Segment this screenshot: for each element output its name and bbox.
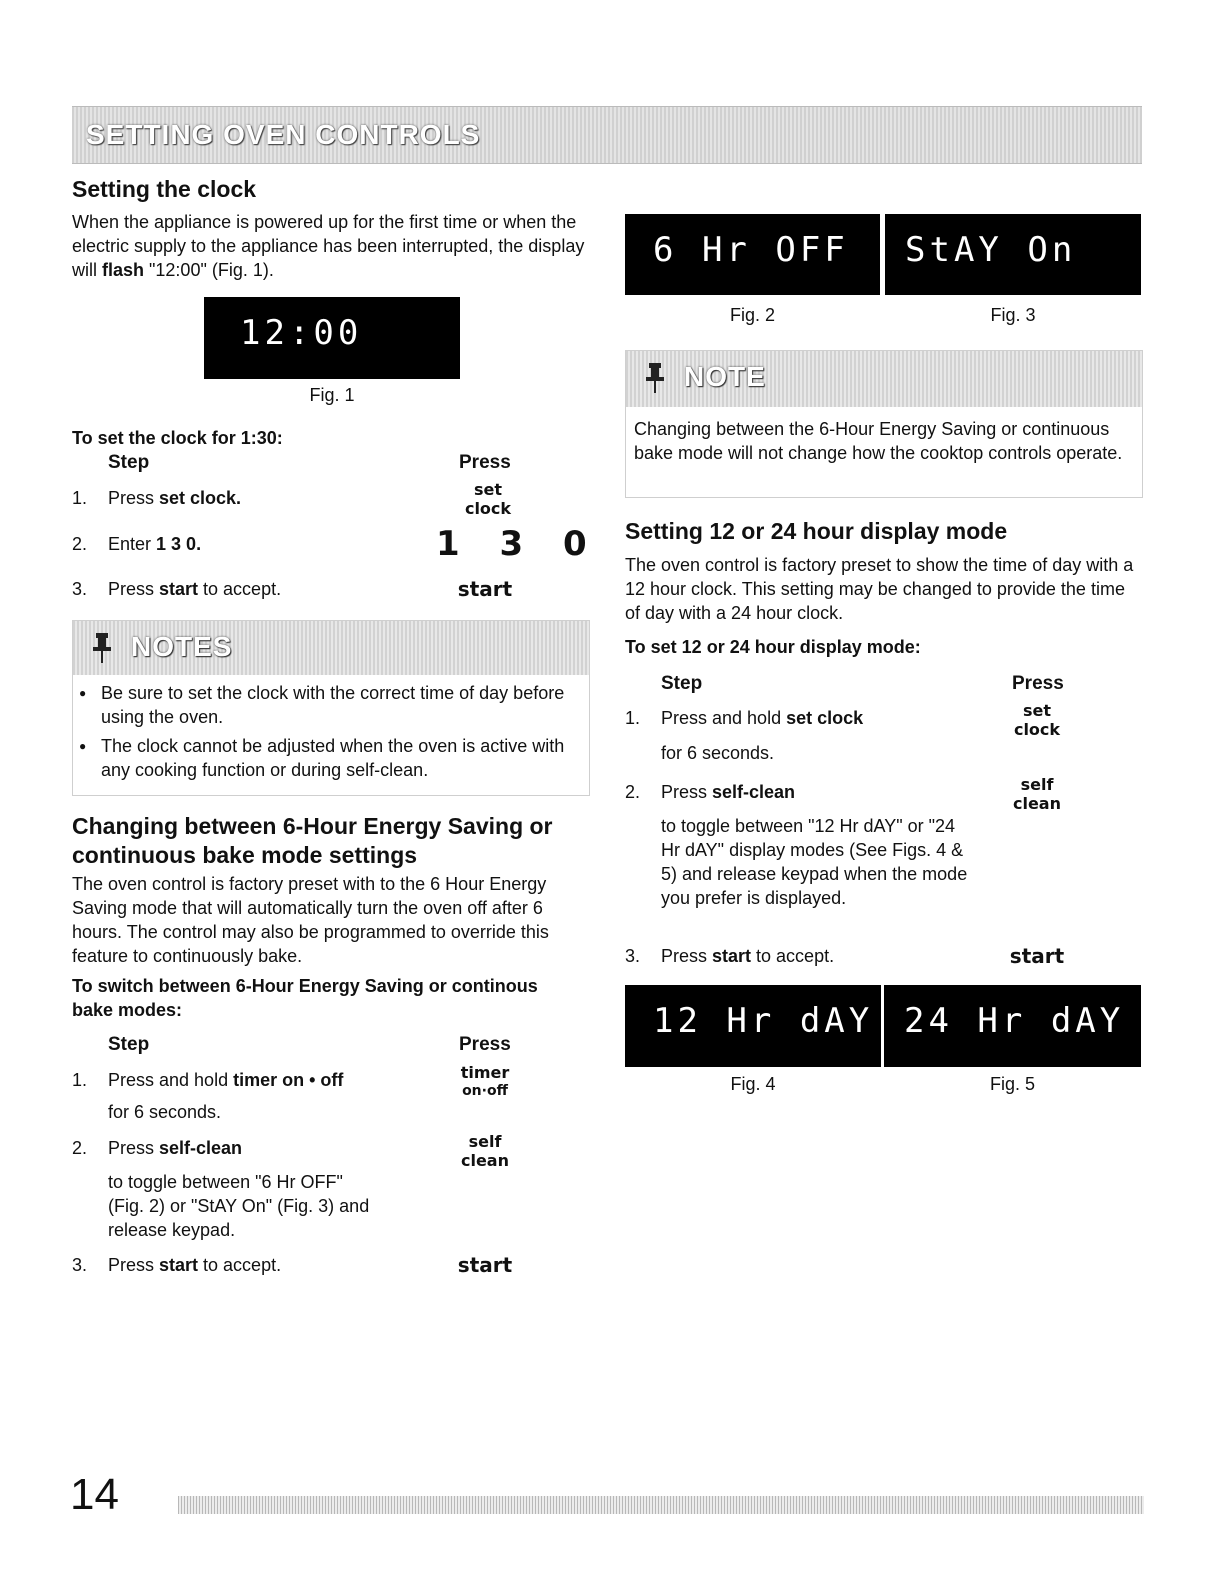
start-key[interactable]: start bbox=[457, 577, 513, 601]
fig5-display: 24 Hr dAY bbox=[884, 985, 1141, 1067]
energy-subhead: To switch between 6-Hour Energy Saving or continous bake modes: bbox=[72, 976, 538, 1020]
fig4-display: 12 Hr dAY bbox=[625, 985, 881, 1067]
notes-list bbox=[75, 681, 575, 787]
clock-step-3: 3. Press start to accept. bbox=[72, 579, 282, 599]
pushpin-icon bbox=[91, 631, 113, 665]
start-key[interactable]: start bbox=[457, 1253, 513, 1277]
fig2-caption: Fig. 2 bbox=[729, 305, 776, 325]
display-mode-step-3: 3. Press start to accept. bbox=[625, 946, 835, 966]
section-banner bbox=[72, 106, 1142, 164]
fig1-caption: Fig. 1 bbox=[309, 385, 355, 405]
notes-label: NOTES bbox=[131, 631, 233, 662]
self-clean-key[interactable]: self clean bbox=[1012, 775, 1061, 813]
energy-press-header: Press bbox=[459, 1034, 511, 1055]
pushpin-icon bbox=[644, 361, 666, 395]
set-clock-key[interactable]: set clock bbox=[1013, 701, 1061, 739]
display-mode-body: The oven control is factory preset to show the time of day with a 12 hour clock. This setting may be changed to provide the time of day with a 24 hour clock. bbox=[625, 555, 1134, 623]
notes-box bbox=[72, 620, 590, 796]
display-mode-press-header: Press bbox=[1012, 673, 1064, 694]
clock-step-1: 1. Press set clock. bbox=[72, 488, 242, 508]
note-banner bbox=[626, 351, 1142, 407]
display-mode-heading: Setting 12 or 24 hour display mode bbox=[625, 518, 1008, 544]
set-clock-key[interactable]: set clock bbox=[464, 480, 512, 518]
section-title: SETTING OVEN CONTROLS bbox=[86, 119, 481, 150]
display-mode-subhead: To set 12 or 24 hour display mode: bbox=[625, 637, 921, 657]
clock-step-header: Step bbox=[108, 452, 150, 473]
page-number: 14 bbox=[70, 1470, 119, 1519]
clock-press-header: Press bbox=[459, 452, 511, 473]
display-mode-step-header: Step bbox=[661, 673, 703, 694]
energy-body: The oven control is factory preset with to the 6 Hour Energy Saving mode that will automatically turn the oven off after 6 hours. The control may also be programmed to override this feature to continuously bake. bbox=[72, 874, 549, 966]
energy-step-2: 2. Press self-clean to toggle between "6 Hr OFF" (Fig. 2) or "StAY On" (Fig. 3) and release keypad. bbox=[72, 1138, 370, 1240]
clock-step-2: 2. Enter 1 3 0. bbox=[72, 534, 202, 554]
display-mode-step-1: 1. Press and hold set clock for 6 seconds. bbox=[625, 708, 864, 763]
note-item: ● The clock cannot be adjusted when the oven is active with any cooking function or during self-clean. bbox=[75, 734, 575, 782]
fig4-caption: Fig. 4 bbox=[730, 1074, 776, 1094]
number-keys-130[interactable]: 1 3 0 bbox=[436, 524, 601, 564]
self-clean-key[interactable]: self clean bbox=[460, 1132, 509, 1170]
fig1-display: 12:00 bbox=[204, 297, 460, 379]
footer-bar bbox=[178, 1496, 1144, 1514]
note-label: NOTE bbox=[684, 361, 766, 392]
fig2-display: 6 Hr OFF bbox=[625, 214, 880, 295]
display-mode-step-2: 2. Press self-clean to toggle between "12 Hr dAY" or "24 Hr dAY" display modes (See Figs. 4 & 5) and release keypad when the mode you prefer is displayed. bbox=[625, 782, 968, 908]
note-text: Changing between the 6-Hour Energy Saving or continuous bake mode will not change how the cooktop controls operate. bbox=[634, 419, 1123, 463]
fig3-display: StAY On bbox=[885, 214, 1141, 295]
energy-step-3: 3. Press start to accept. bbox=[72, 1255, 282, 1275]
clock-heading: Setting the clock bbox=[72, 176, 257, 202]
fig5-caption: Fig. 5 bbox=[989, 1074, 1036, 1094]
start-key[interactable]: start bbox=[1009, 944, 1065, 968]
note-box bbox=[625, 350, 1143, 498]
notes-banner bbox=[73, 621, 589, 675]
note-item: ● Be sure to set the clock with the correct time of day before using the oven. bbox=[75, 681, 575, 729]
fig3-caption: Fig. 3 bbox=[990, 305, 1036, 325]
energy-step-1: 1. Press and hold timer on • off for 6 seconds. bbox=[72, 1070, 344, 1122]
energy-step-header: Step bbox=[108, 1034, 150, 1055]
clock-subhead: To set the clock for 1:30: bbox=[72, 428, 283, 448]
timer-on-off-key[interactable]: timer on·off bbox=[460, 1063, 510, 1099]
clock-intro: When the appliance is powered up for the first time or when the electric supply to the appliance has been interrupted, the display will flash "12:00" (Fig. 1). bbox=[72, 212, 585, 280]
energy-heading: Changing between 6-Hour Energy Saving or continuous bake mode settings bbox=[72, 813, 553, 868]
